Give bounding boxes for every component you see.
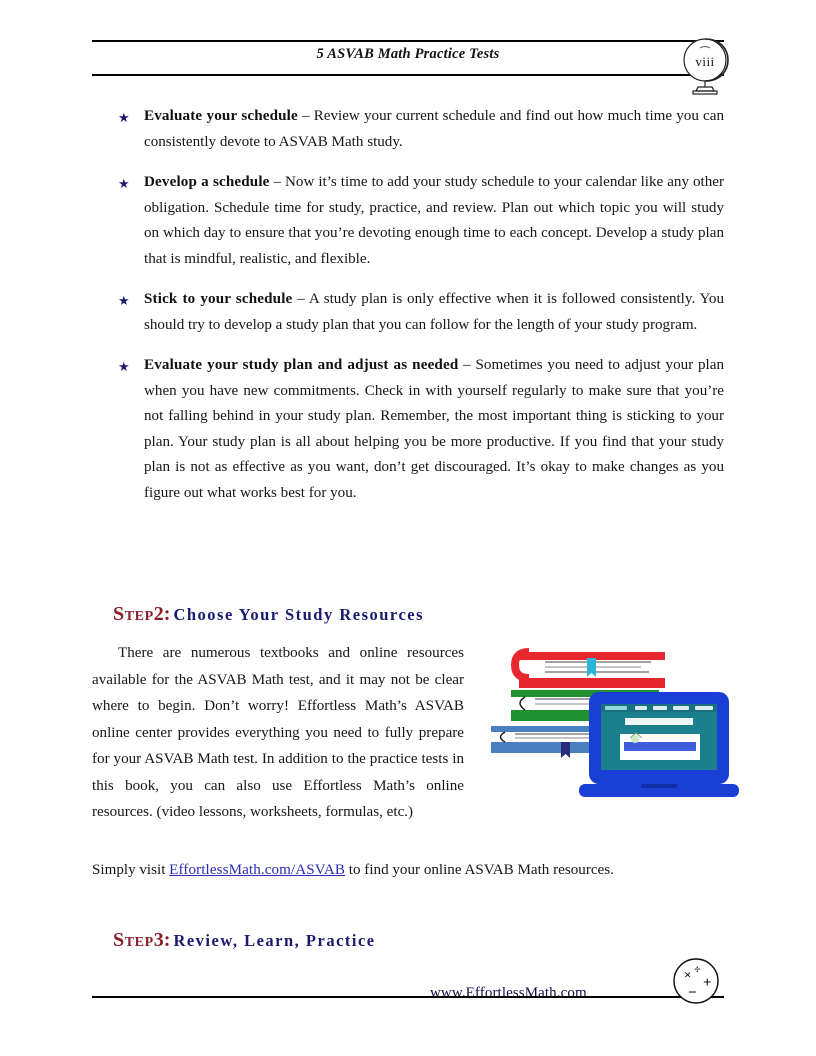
header-rule-bottom bbox=[92, 74, 724, 76]
page-footer bbox=[92, 996, 724, 1004]
svg-text:+: + bbox=[703, 975, 712, 991]
svg-text:÷: ÷ bbox=[694, 962, 701, 976]
book-top-icon bbox=[515, 652, 665, 688]
star-bullet-icon: ★ bbox=[118, 293, 130, 308]
svg-text:×: × bbox=[684, 967, 692, 982]
list-item-body: – Review your current schedule and find out how much time you can consistently devote to ASVAB Math study. bbox=[144, 108, 724, 150]
visit-suffix: to find your online ASVAB Math resources. bbox=[345, 862, 614, 878]
star-bullet-icon: ★ bbox=[118, 359, 130, 374]
effortlessmath-asvab-link[interactable]: EffortlessMath.com/ASVAB bbox=[169, 862, 346, 878]
list-item-lead: Stick to your schedule bbox=[144, 291, 293, 307]
page-header bbox=[92, 40, 724, 88]
list-item bbox=[118, 353, 724, 506]
globe-icon bbox=[676, 36, 740, 98]
star-bullet-icon: ★ bbox=[118, 176, 130, 191]
step-3-title: Review, Learn, Practice bbox=[173, 931, 376, 950]
list-item-lead: Evaluate your schedule bbox=[144, 108, 298, 124]
books-and-laptop-illustration bbox=[483, 638, 741, 800]
list-item-lead: Develop a schedule bbox=[144, 174, 270, 190]
step-2-colon: : bbox=[163, 603, 171, 625]
page-number: viii bbox=[695, 54, 715, 69]
step-3-colon: : bbox=[163, 929, 171, 951]
list-item bbox=[118, 287, 724, 338]
bullet-list bbox=[118, 104, 724, 506]
list-item-lead: Evaluate your study plan and adjust as needed bbox=[144, 357, 459, 373]
step-2-heading bbox=[113, 603, 424, 626]
svg-text:−: − bbox=[688, 985, 697, 1001]
footer-site-text: www.EffortlessMath.com bbox=[430, 985, 587, 1001]
header-rule-top bbox=[92, 40, 724, 42]
step-3-label: Step bbox=[113, 929, 154, 951]
list-item-body: – A study plan is only effective when it is followed consistently. You should try to develop a study plan that you can follow for the length of your study program. bbox=[144, 291, 724, 333]
step-3-number: 3 bbox=[153, 929, 164, 951]
visit-prefix: Simply visit bbox=[92, 862, 170, 878]
math-symbols-circle-icon bbox=[672, 957, 720, 1005]
list-item-body: – Now it’s time to add your study schedule to your calendar like any other obligation. Schedule time for study, practice, and review. Plan out which topic you will study on which day to ensure that you’re devoting enough time to each concept. Develop a study plan that is mindful, realistic, and flexible. bbox=[144, 174, 724, 267]
footer-rule bbox=[92, 996, 724, 998]
step-2-paragraph: There are numerous textbooks and online resources available for the ASVAB Math test, and it may not be clear where to begin. Don’t worry! Effortless Math’s ASVAB online center provides everything you need to fully prepare for your ASVAB Math test. In addition to the practice tests in this book, you can also use Effortless Math’s online resources. (video lessons, worksheets, formulas, etc.) bbox=[92, 645, 464, 820]
laptop-icon bbox=[579, 692, 739, 797]
step-2-label: Step bbox=[113, 603, 154, 625]
header-title: 5 ASVAB Math Practice Tests bbox=[316, 46, 500, 62]
list-item bbox=[118, 104, 724, 155]
star-bullet-icon: ★ bbox=[118, 110, 130, 125]
step-2-number: 2 bbox=[153, 603, 164, 625]
step-2-title: Choose Your Study Resources bbox=[173, 605, 425, 624]
list-item-body: – Sometimes you need to adjust your plan when you have new commitments. Check in with yourself regularly to make sure that you’re not falling behind in your study plan. Remember, the most important thing is sticking to your plan. Your study plan is all about helping you be more productive. If you find that your study plan is not as effective as you want, don’t get discouraged. It’s okay to make changes as you figure out what works best for you. bbox=[144, 357, 724, 501]
step-3-heading bbox=[113, 929, 376, 952]
list-item bbox=[118, 170, 724, 272]
step-2-visit-line bbox=[92, 857, 724, 884]
